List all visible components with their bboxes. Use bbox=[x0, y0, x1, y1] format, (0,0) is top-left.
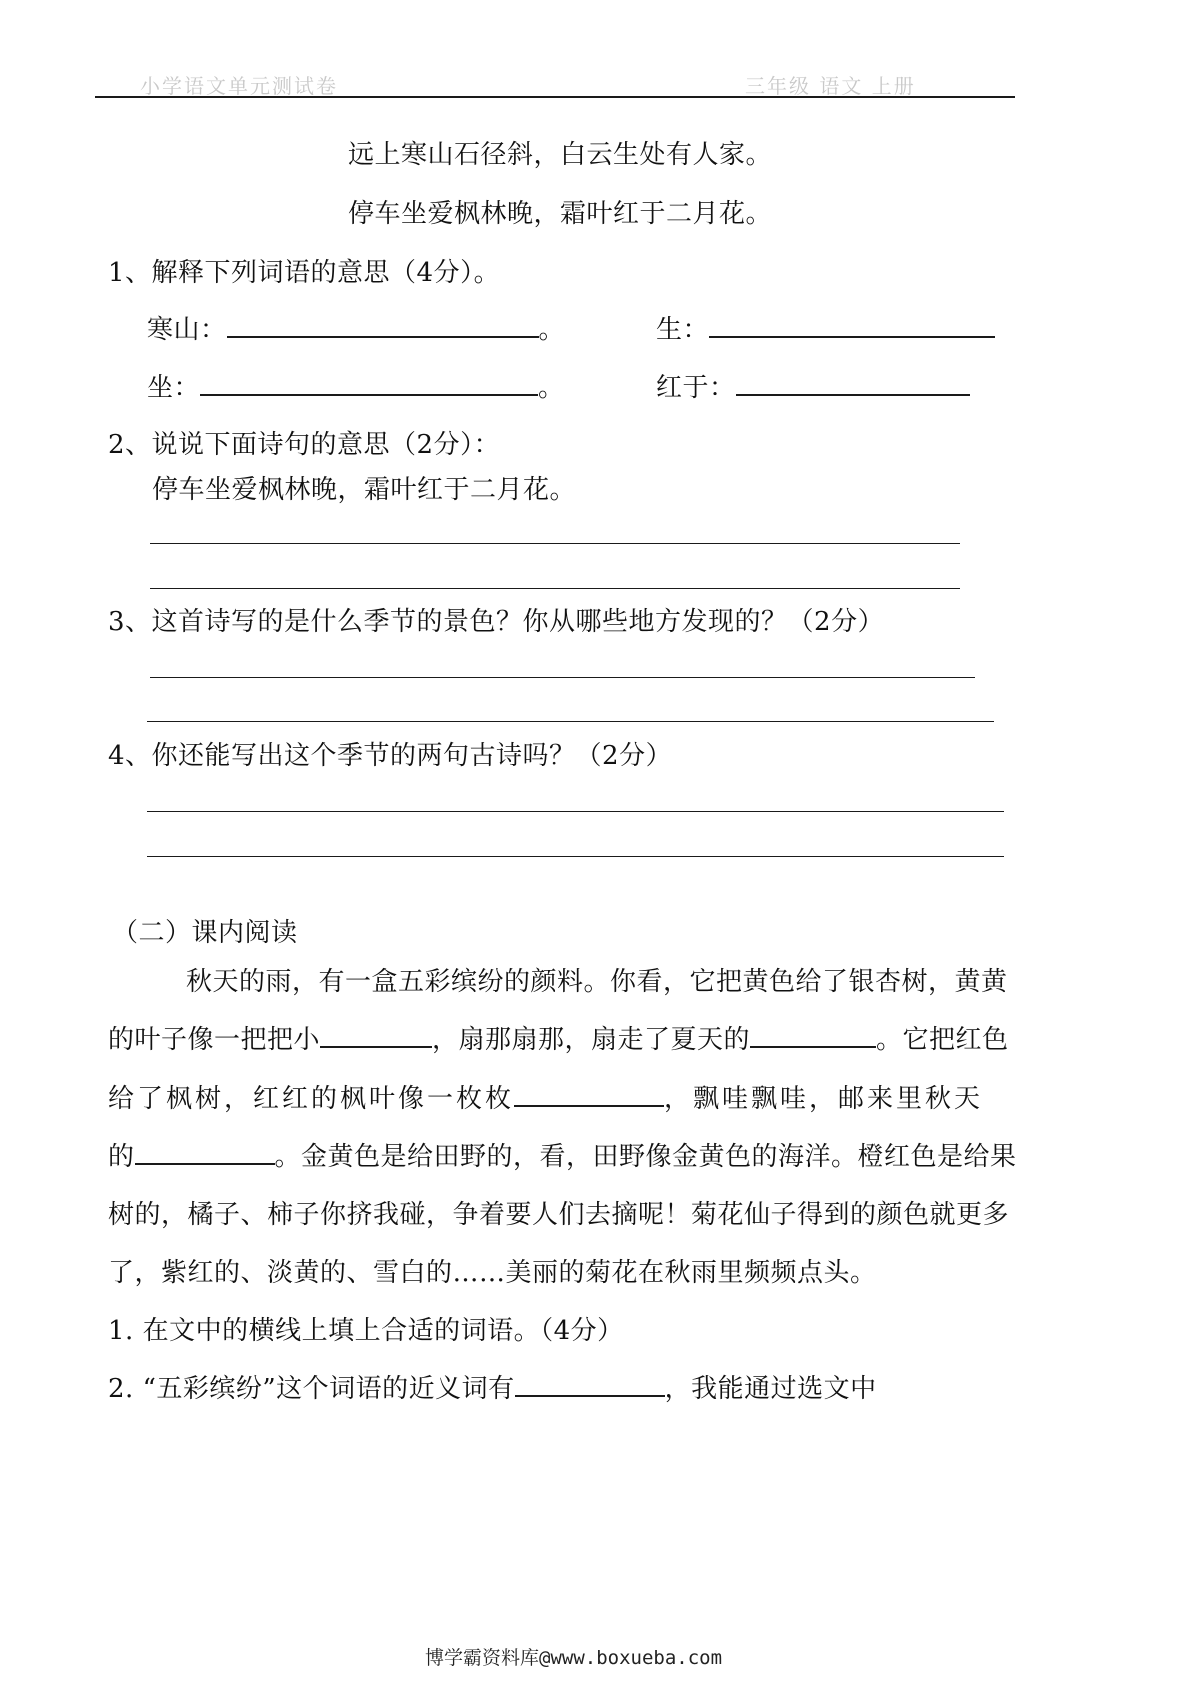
answer-line[interactable] bbox=[150, 677, 975, 678]
q1-item-sheng bbox=[656, 314, 995, 346]
answer-line[interactable] bbox=[147, 811, 1004, 812]
passage-text: ，飘哇飘哇，邮来里秋天 bbox=[664, 1084, 984, 1114]
fill-blank[interactable] bbox=[320, 1024, 432, 1048]
passage-line-4 bbox=[108, 1141, 1017, 1173]
passage-line-6: 了，紫红的、淡黄的、雪白的……美丽的菊花在秋雨里频频点头。 bbox=[108, 1258, 877, 1288]
passage-line-3 bbox=[108, 1083, 983, 1115]
answer-line[interactable] bbox=[150, 543, 960, 544]
question-text: 2. “五彩缤纷”这个词语的近义词有 bbox=[108, 1374, 515, 1404]
question-4: 4、你还能写出这个季节的两句古诗吗？（2分） bbox=[108, 741, 673, 771]
question-2: 2、说说下面诗句的意思（2分）： bbox=[108, 430, 501, 460]
q1-item-label: 生： bbox=[656, 315, 710, 345]
footer-watermark: 博学霸资料库@www.boxueba.com bbox=[425, 1647, 723, 1669]
passage-line-1: 秋天的雨，有一盒五彩缤纷的颜料。你看，它把黄色给了银杏树，黄黄 bbox=[186, 967, 1008, 997]
passage-text: 给了枫树，红红的枫叶像一枚枚 bbox=[108, 1084, 515, 1114]
passage-text: 的叶子像一把把小 bbox=[108, 1025, 321, 1055]
section-title: （二）课内阅读 bbox=[112, 918, 298, 948]
poem-line-2: 停车坐爱枫林晚，霜叶红于二月花。 bbox=[348, 199, 773, 229]
passage-text: ，扇那扇那，扇走了夏天的 bbox=[432, 1025, 751, 1055]
passage-text: 的 bbox=[108, 1142, 135, 1172]
fill-blank[interactable] bbox=[135, 1141, 275, 1165]
q1-item-label: 坐： bbox=[147, 373, 201, 403]
header-right: 三年级 语文 上册 bbox=[745, 74, 916, 98]
q1-item-zuo bbox=[147, 372, 565, 404]
question-1: 1、解释下列词语的意思（4分）。 bbox=[108, 258, 501, 288]
question-3: 3、这首诗写的是什么季节的景色？你从哪些地方发现的？（2分） bbox=[108, 607, 885, 637]
fill-blank[interactable] bbox=[514, 1083, 664, 1107]
passage-line-5: 树的，橘子、柿子你挤我碰，争着要人们去摘呢！菊花仙子得到的颜色就更多 bbox=[108, 1200, 1010, 1230]
q1-item-hanshan bbox=[147, 314, 565, 346]
answer-blank[interactable] bbox=[227, 314, 539, 338]
passage-text: 。金黄色是给田野的，看，田野像金黄色的海洋。橙红色是给果 bbox=[274, 1142, 1017, 1172]
period: 。 bbox=[538, 315, 566, 345]
poem-line-1: 远上寒山石径斜，白云生处有人家。 bbox=[348, 140, 773, 170]
fill-blank[interactable] bbox=[750, 1024, 876, 1048]
passage-line-2 bbox=[108, 1024, 1009, 1056]
answer-blank[interactable] bbox=[200, 372, 538, 396]
answer-blank[interactable] bbox=[736, 372, 970, 396]
question-text: ，我能通过选文中 bbox=[664, 1374, 877, 1404]
header-rule bbox=[95, 96, 1015, 98]
q1-item-hongyu bbox=[656, 372, 970, 404]
reading-question-2 bbox=[108, 1373, 877, 1405]
q1-item-label: 红于： bbox=[656, 373, 736, 403]
fill-blank[interactable] bbox=[515, 1373, 665, 1397]
period: 。 bbox=[538, 373, 565, 403]
q2-poem-line: 停车坐爱枫林晚，霜叶红于二月花。 bbox=[152, 475, 577, 505]
answer-line[interactable] bbox=[147, 856, 1004, 857]
reading-question-1: 1. 在文中的横线上填上合适的词语。（4分） bbox=[108, 1316, 624, 1346]
passage-text: 。它把红色 bbox=[876, 1025, 1009, 1055]
q1-item-label: 寒山： bbox=[147, 315, 227, 345]
answer-blank[interactable] bbox=[709, 314, 995, 338]
answer-line[interactable] bbox=[150, 588, 960, 589]
header-left: 小学语文单元测试卷 bbox=[140, 74, 338, 98]
answer-line[interactable] bbox=[147, 721, 994, 722]
